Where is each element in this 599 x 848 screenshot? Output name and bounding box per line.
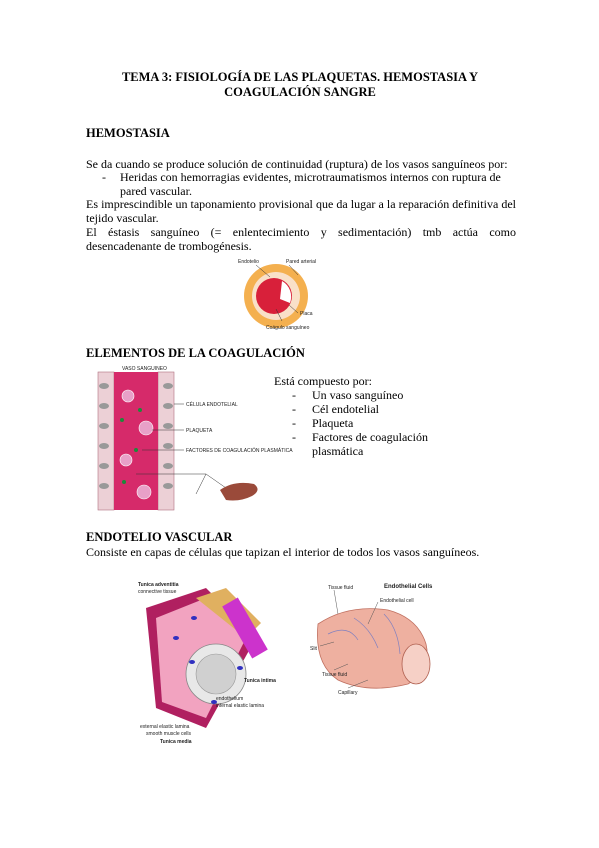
capillary-figure	[308, 584, 438, 698]
label-endothelium: endothelium	[216, 696, 244, 702]
label-connective: connective tissue	[138, 589, 177, 595]
page-title: TEMA 3: FISIOLOGÍA DE LAS PLAQUETAS. HEMOSTASIA Y COAGULACIÓN SANGRE	[121, 70, 479, 99]
heading-hemostasia: HEMOSTASIA	[86, 126, 170, 140]
label-media: Tunica media	[160, 739, 192, 745]
label-slit: Slit	[310, 646, 317, 652]
label-endotelio: Endotelio	[238, 259, 259, 265]
label-celula: CÉLULA ENDOTELIAL	[186, 402, 238, 408]
vessel-layers-figure	[136, 578, 276, 748]
list-item: - Factores de coagulación plasmática	[292, 430, 428, 458]
label-capillary: Capillary	[338, 690, 358, 696]
label-external: external elastic lamina	[140, 724, 190, 730]
label-smooth: smooth muscle cells	[146, 731, 192, 737]
heading-endotelio: ENDOTELIO VASCULAR	[86, 530, 233, 544]
label-vaso: VASO SANGUINEO	[122, 366, 167, 372]
hemostasia-p3: El éstasis sanguíneo (= enlentecimiento y sedimentación) tmb actúa como desencadenante de trombogénesis.	[86, 225, 516, 253]
list-item: - Un vaso sanguíneo	[292, 388, 404, 402]
label-adventitia: Tunica adventitia	[138, 582, 179, 588]
label-tissue-fluid: Tissue fluid	[328, 585, 354, 591]
label-coagulo: Coágulo sanguíneo	[266, 325, 310, 331]
hemostasia-p2: Es imprescindible un taponamiento provisional que da lugar a la reparación definitiva del tejido vascular.	[86, 197, 516, 225]
heading-elementos: ELEMENTOS DE LA COAGULACIÓN	[86, 346, 305, 360]
liver-icon	[220, 483, 258, 501]
hemostasia-intro: Se da cuando se produce solución de continuidad (ruptura) de los vasos sanguíneos por:	[86, 157, 508, 171]
list-item: - Cél endotelial	[292, 402, 379, 416]
label-tissue-fluid-2: Tissue fluid	[322, 672, 348, 678]
label-internal: internal elastic lamina	[216, 703, 265, 709]
label-endothelial-cell: Endothelial cell	[380, 598, 414, 604]
label-placa: Placa	[300, 311, 313, 317]
coagulation-elements-figure	[96, 364, 293, 516]
elementos-intro: Está compuesto por:	[274, 374, 372, 388]
blood-lumen	[114, 372, 158, 510]
list-item: - Plaqueta	[292, 416, 354, 430]
hemostasia-bullet: - Heridas con hemorragias evidentes, microtraumatismos internos con ruptura de pared vascular.	[102, 170, 501, 198]
label-factores: FACTORES DE COAGULACIÓN PLASMÁTICA	[186, 448, 293, 454]
artery-plaque-figure	[234, 255, 334, 333]
elementos-list	[292, 388, 452, 458]
label-plaqueta: PLAQUETA	[186, 428, 213, 434]
endotelio-text: Consiste en capas de células que tapizan el interior de todos los vasos sanguíneos.	[86, 545, 480, 559]
label-intima: Tunica intima	[244, 678, 276, 684]
label-pared: Pared arterial	[286, 259, 317, 265]
label-endothelial-cells: Endothelial Cells	[384, 584, 433, 590]
